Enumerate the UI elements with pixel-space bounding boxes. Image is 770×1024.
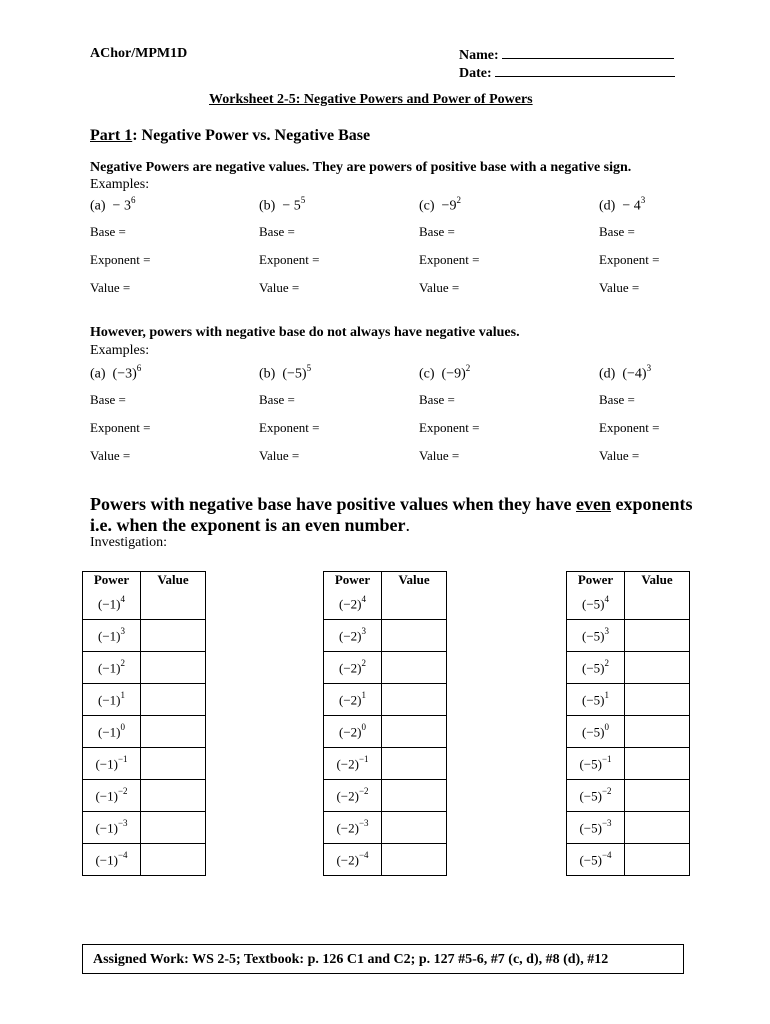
power-exponent: −4 [601,849,612,860]
power-base: (−2) [336,852,359,868]
statement-line2 [90,515,410,536]
power-cell [324,780,382,812]
value-cell [141,812,206,844]
table-row [83,652,206,684]
value-label: Value = [90,280,131,295]
power-exponent: 1 [604,689,609,700]
example-label: (c) [419,198,435,214]
table-row [567,812,690,844]
value-cell [625,844,690,876]
power-base: (−2) [336,756,359,772]
value-cell [382,684,447,716]
table-row [567,620,690,652]
value-cell [625,780,690,812]
value-cell [382,748,447,780]
table-row [324,652,447,684]
power-exponent: −3 [601,817,612,828]
example-exponent: 6 [130,195,136,205]
power-header: Power [567,572,625,589]
value-cell [625,620,690,652]
table-row [567,716,690,748]
power-cell [567,844,625,876]
exponent-label: Exponent = [90,420,151,435]
value-label: Value = [419,280,460,295]
base-label: Base = [599,392,635,407]
example-0 [90,196,135,215]
value-cell [382,588,447,620]
section1-examples-label: Examples: [90,177,150,192]
power-exponent: 3 [604,625,609,636]
power-base: (−5) [582,724,605,740]
power-exponent: −3 [117,817,128,828]
power-exponent: 0 [361,721,366,732]
example-base: − 4 [622,198,641,214]
power-table-0 [82,571,206,876]
power-exponent: 0 [120,721,125,732]
value-label: Value = [419,448,460,463]
example-exponent: 2 [456,195,461,205]
power-cell [83,844,141,876]
exponent-label: Exponent = [599,252,660,267]
power-cell [567,716,625,748]
example-3 [599,196,645,215]
power-cell [324,652,382,684]
base-label: Base = [599,224,635,239]
statement-part2: exponents [610,494,693,514]
power-cell [324,748,382,780]
example-base: (−9) [441,366,466,382]
power-exponent: 2 [361,657,366,668]
exponent-label: Exponent = [259,420,320,435]
table-row [324,812,447,844]
power-header: Power [83,572,141,589]
power-exponent: −1 [117,753,128,764]
power-cell [83,812,141,844]
table-row [83,684,206,716]
exponent-label: Exponent = [599,420,660,435]
power-cell [567,684,625,716]
value-cell [625,684,690,716]
power-base: (−2) [339,692,362,708]
power-cell [83,780,141,812]
table-row [324,716,447,748]
base-label: Base = [90,392,126,407]
value-cell [141,588,206,620]
power-table-2 [566,571,690,876]
value-cell [382,652,447,684]
table-row [83,780,206,812]
power-exponent: 0 [604,721,609,732]
power-exponent: 4 [604,593,609,604]
power-header: Power [324,572,382,589]
base-label: Base = [419,392,455,407]
base-label: Base = [90,224,126,239]
example-label: (b) [259,198,276,214]
example-label: (d) [599,366,616,382]
course-code: AChor/MPM1D [90,46,188,61]
value-cell [625,812,690,844]
example-0 [90,364,141,383]
table-row [83,812,206,844]
power-base: (−5) [579,852,602,868]
power-exponent: 1 [120,689,125,700]
power-cell [83,620,141,652]
power-base: (−5) [582,596,605,612]
power-base: (−5) [582,660,605,676]
section1-intro: Negative Powers are negative values. They are powers of positive base with a negative sign. [90,160,632,175]
power-cell [83,588,141,620]
example-1 [259,196,305,215]
power-exponent: 3 [120,625,125,636]
table-row [83,588,206,620]
table-row [324,844,447,876]
table-row [324,588,447,620]
section2-examples-label: Examples: [90,343,150,358]
power-exponent: −2 [601,785,612,796]
power-cell [324,716,382,748]
table-row [324,620,447,652]
value-header: Value [625,572,690,589]
table-row [567,844,690,876]
part1-title: : Negative Power vs. Negative Base [132,127,371,144]
power-exponent: 3 [361,625,366,636]
power-cell [324,684,382,716]
power-cell [324,588,382,620]
power-exponent: −4 [358,849,369,860]
date-field [459,64,675,82]
base-label: Base = [419,224,455,239]
example-base: − 3 [112,198,131,214]
example-3 [599,364,651,383]
example-base: (−4) [622,366,647,382]
power-base: (−2) [339,660,362,676]
table-row [567,684,690,716]
statement-period: . [405,515,411,535]
power-base: (−2) [339,596,362,612]
power-base: (−1) [95,756,118,772]
value-cell [625,588,690,620]
power-base: (−1) [98,660,121,676]
table-row [83,620,206,652]
example-label: (d) [599,198,616,214]
example-2 [419,364,470,383]
value-cell [382,812,447,844]
example-label: (b) [259,366,276,382]
worksheet-title: Worksheet 2-5: Negative Powers and Power of Powers [209,92,533,107]
power-exponent: 4 [361,593,366,604]
power-base: (−5) [579,820,602,836]
power-cell [83,684,141,716]
power-cell [83,716,141,748]
value-cell [141,620,206,652]
statement-even: even [575,494,611,514]
example-base: − 5 [282,198,301,214]
power-exponent: −2 [117,785,128,796]
exponent-label: Exponent = [90,252,151,267]
power-cell [324,812,382,844]
value-cell [382,844,447,876]
value-header: Value [382,572,447,589]
example-exponent: 3 [640,195,646,205]
power-exponent: 2 [120,657,125,668]
section2-intro: However, powers with negative base do not always have negative values. [90,325,520,340]
table-row [567,780,690,812]
value-cell [141,716,206,748]
power-cell [567,588,625,620]
value-cell [141,684,206,716]
example-exponent: 5 [306,363,312,373]
power-base: (−2) [339,724,362,740]
example-exponent: 3 [646,363,652,373]
part1-label: Part 1 [90,127,133,144]
power-base: (−2) [339,628,362,644]
name-field [459,46,674,64]
power-base: (−1) [98,692,121,708]
power-base: (−5) [582,692,605,708]
power-base: (−5) [582,628,605,644]
power-cell [567,780,625,812]
power-exponent: 4 [120,593,125,604]
base-label: Base = [259,392,295,407]
value-label: Value = [259,448,300,463]
power-base: (−1) [98,628,121,644]
example-exponent: 2 [465,363,471,373]
power-exponent: 1 [361,689,366,700]
power-exponent: −1 [358,753,369,764]
value-header: Value [141,572,206,589]
value-cell [141,748,206,780]
table-row [567,748,690,780]
name-line [502,46,674,59]
example-base: (−3) [112,366,137,382]
value-cell [625,748,690,780]
example-label: (a) [90,366,106,382]
investigation-label: Investigation: [90,535,167,550]
even-exponent-statement [90,494,693,515]
table-row [324,748,447,780]
value-cell [141,780,206,812]
table-row [83,716,206,748]
power-cell [324,620,382,652]
example-base: (−5) [282,366,307,382]
power-base: (−2) [336,820,359,836]
power-base: (−5) [579,756,602,772]
value-cell [382,780,447,812]
power-cell [567,620,625,652]
example-exponent: 6 [136,363,142,373]
table-row [567,588,690,620]
power-cell [567,812,625,844]
value-cell [625,652,690,684]
value-cell [625,716,690,748]
value-cell [141,844,206,876]
power-base: (−1) [98,724,121,740]
example-label: (a) [90,198,106,214]
power-base: (−1) [95,788,118,804]
example-label: (c) [419,366,435,382]
power-exponent: −4 [117,849,128,860]
value-cell [382,620,447,652]
power-base: (−1) [95,820,118,836]
value-label: Value = [259,280,300,295]
power-cell [567,748,625,780]
table-row [567,652,690,684]
example-2 [419,196,461,215]
base-label: Base = [259,224,295,239]
value-cell [141,652,206,684]
example-1 [259,364,311,383]
date-line [495,64,675,77]
power-exponent: 2 [604,657,609,668]
example-base: −9 [441,198,457,214]
part1-heading [90,127,370,145]
power-base: (−1) [95,852,118,868]
value-label: Value = [599,280,640,295]
table-row [83,748,206,780]
table-row [324,684,447,716]
value-label: Value = [599,448,640,463]
name-label: Name: [459,48,499,63]
exponent-label: Exponent = [259,252,320,267]
power-exponent: −1 [601,753,612,764]
power-exponent: −2 [358,785,369,796]
power-base: (−1) [98,596,121,612]
example-exponent: 5 [300,195,306,205]
assigned-work-box: Assigned Work: WS 2-5; Textbook: p. 126 C1 and C2; p. 127 #5-6, #7 (c, d), #8 (d), #12 [82,944,684,974]
value-label: Value = [90,448,131,463]
date-label: Date: [459,66,492,81]
power-cell [567,652,625,684]
power-exponent: −3 [358,817,369,828]
power-cell [324,844,382,876]
power-cell [83,652,141,684]
value-cell [382,716,447,748]
exponent-label: Exponent = [419,420,480,435]
power-table-1 [323,571,447,876]
table-row [324,780,447,812]
power-base: (−5) [579,788,602,804]
exponent-label: Exponent = [419,252,480,267]
table-row [83,844,206,876]
power-cell [83,748,141,780]
power-base: (−2) [336,788,359,804]
statement-line2-text: i.e. when the exponent is an even number [90,515,406,535]
statement-part1: Powers with negative base have positive values when they have [90,494,576,514]
